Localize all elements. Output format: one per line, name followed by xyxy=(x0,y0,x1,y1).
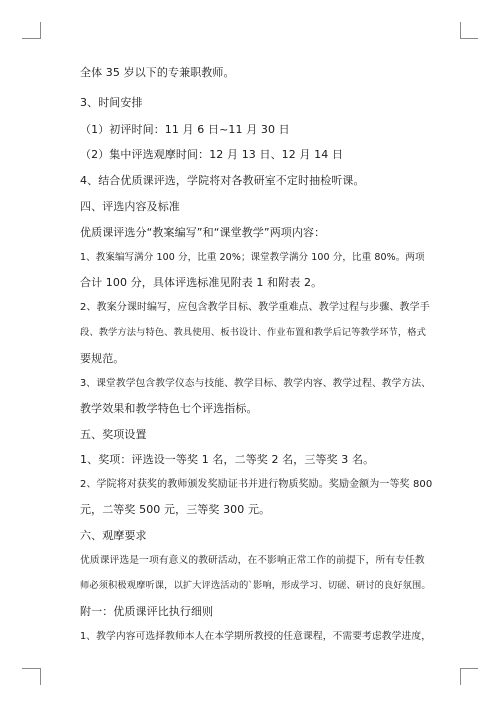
crop-mark-bottom-right-v xyxy=(460,668,461,685)
paragraph-line: 1、教案编写满分 100 分，比重 20%；课堂教学满分 100 分，比重 80%。两项 xyxy=(80,252,425,263)
paragraph-line: 合计 100 分，具体评选标准见附表 1 和附表 2。 xyxy=(80,276,323,289)
crop-mark-bottom-left-v xyxy=(40,668,41,685)
section-heading: 3、时间安排 xyxy=(80,96,143,109)
paragraph-line: 2、学院将对获奖的教师颁发奖励证书并进行物质奖励。奖励金额为一等奖 800 xyxy=(80,479,433,490)
paragraph-line: 全体 35 岁以下的专兼职教师。 xyxy=(80,66,235,79)
crop-mark-bottom-left-h xyxy=(22,668,40,669)
crop-mark-top-left-v xyxy=(40,22,41,39)
paragraph-line: 要规范。 xyxy=(80,352,125,365)
paragraph-line: 2、教案分课时编写，应包含教学目标、教学重难点、教学过程与步骤、教学手 xyxy=(80,302,430,313)
paragraph-line: 3、课堂教学包含教学仪态与技能、教学目标、教学内容、教学过程、教学方法、 xyxy=(80,378,432,389)
paragraph-line: 优质课评选是一项有意义的教研活动，在不影响正常工作的前提下，所有专任教 xyxy=(80,555,425,566)
paragraph-line: 优质课评选分“教案编写”和“课堂教学”两项内容： xyxy=(80,226,326,239)
section-heading: 附一：优质课评比执行细则 xyxy=(80,605,214,618)
paragraph-line: 1、教学内容可选择教师本人在本学期所教授的任意课程，不需要考虑教学进度， xyxy=(80,631,432,642)
paragraph-line: 1、奖项：评选设一等奖 1 名，二等奖 2 名，三等奖 3 名。 xyxy=(80,453,375,466)
crop-mark-top-right-h xyxy=(460,38,478,39)
crop-mark-top-left-h xyxy=(22,38,40,39)
paragraph-line: 元，二等奖 500 元，三等奖 300 元。 xyxy=(80,503,271,516)
paragraph-line: 师必须积极观摩听课，以扩大评选活动的`影响，形成学习、切磋、研讨的良好氛围。 xyxy=(80,580,431,591)
paragraph-line: 段、教学方法与特色、教具使用、板书设计、作业布置和教学后记等教学环节，格式 xyxy=(80,327,426,338)
paragraph-line: （2）集中评选观摩时间：12 月 13 日、12 月 14 日 xyxy=(80,148,344,161)
section-heading: 四、评选内容及标准 xyxy=(80,200,180,213)
paragraph-line: 教学效果和教学特色七个评选指标。 xyxy=(80,402,258,415)
crop-mark-bottom-right-h xyxy=(460,668,478,669)
crop-mark-top-right-v xyxy=(460,22,461,39)
paragraph-line: （1）初评时间：11 月 6 日~11 月 30 日 xyxy=(80,123,290,136)
section-heading: 五、奖项设置 xyxy=(80,428,147,441)
section-heading: 六、观摩要求 xyxy=(80,529,147,542)
paragraph-line: 4、结合优质课评选，学院将对各教研室不定时抽检听课。 xyxy=(80,174,365,187)
